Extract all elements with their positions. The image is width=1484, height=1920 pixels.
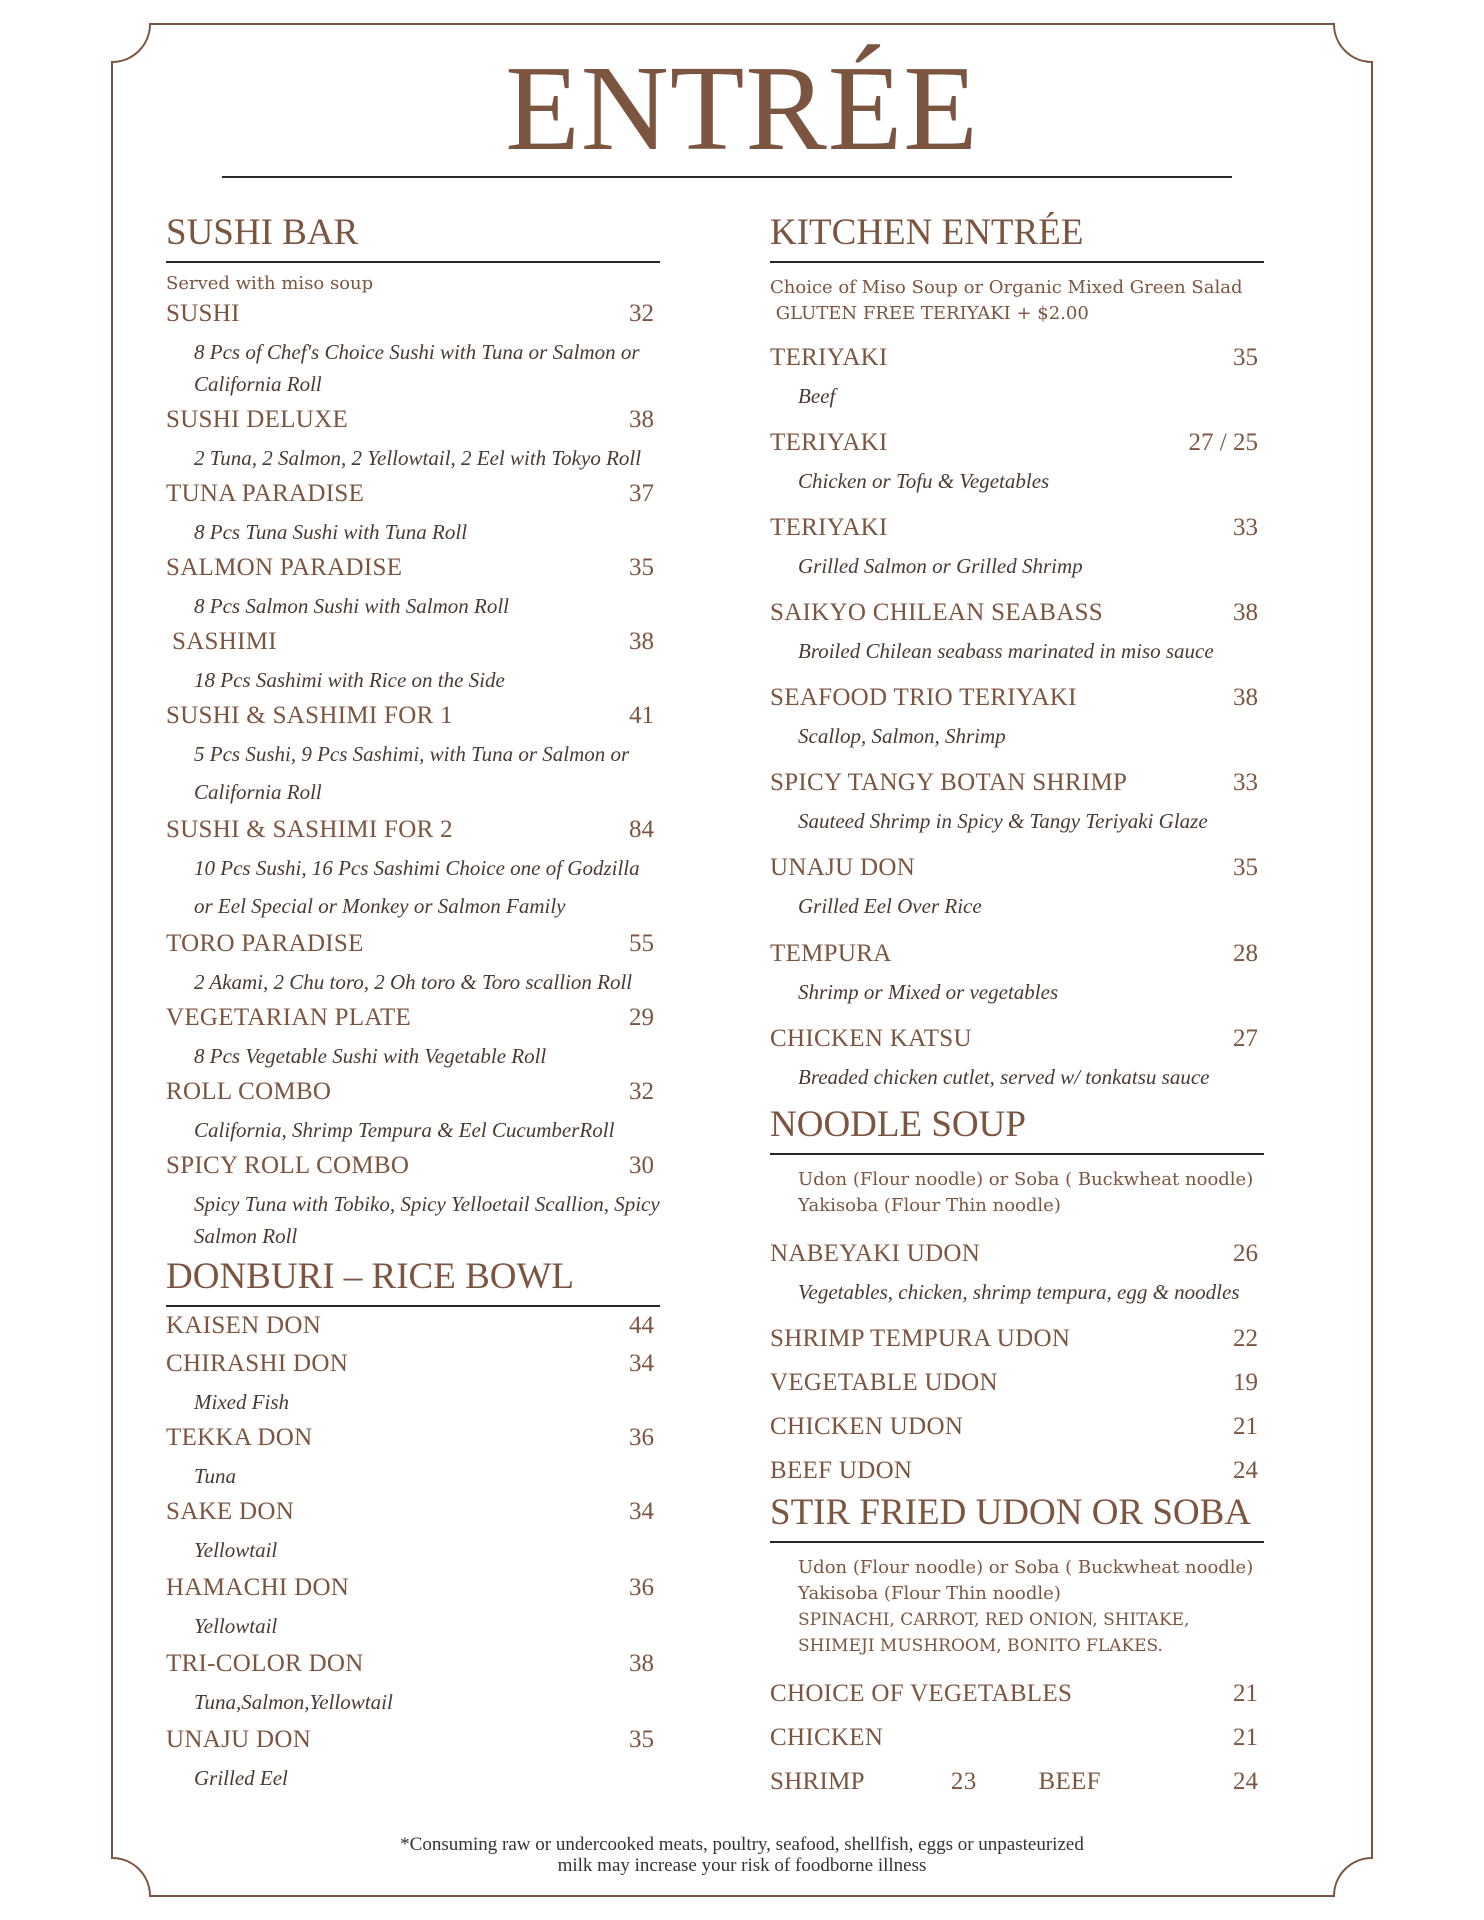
section-kitchen-entree xyxy=(770,214,1264,327)
item-name: CHIRASHI DON xyxy=(166,1350,349,1377)
item-price: 34 xyxy=(629,1350,654,1377)
item-description: 2 Tuna, 2 Salmon, 2 Yellowtail, 2 Eel with Tokyo Roll xyxy=(194,446,642,470)
item-price: 21 xyxy=(1233,1413,1258,1440)
menu-item-tri-color-don xyxy=(166,1650,660,1718)
item-price: 35 xyxy=(1233,344,1258,371)
section-note: Udon (Flour noodle) or Soba ( Buckwheat noodle) xyxy=(798,1169,1254,1190)
item-name: SAKE DON xyxy=(166,1498,295,1525)
menu-item-choice-of-vegetables xyxy=(770,1680,1264,1708)
title-divider xyxy=(222,176,1232,178)
item-description: Beef xyxy=(798,384,836,408)
item-description: 8 Pcs Tuna Sushi with Tuna Roll xyxy=(194,520,468,544)
item-name: SUSHI xyxy=(166,300,240,327)
item-description: Tuna,Salmon,Yellowtail xyxy=(194,1690,393,1714)
item-price: 22 xyxy=(1233,1325,1258,1352)
item-description: Scallop, Salmon, Shrimp xyxy=(798,724,1006,748)
item-price-shrimp: 23 xyxy=(950,1768,977,1795)
item-price: 32 xyxy=(629,300,654,327)
item-price: 35 xyxy=(629,1726,654,1753)
item-price: 21 xyxy=(1233,1724,1258,1751)
item-price: 38 xyxy=(629,1650,654,1677)
item-description: Yellowtail xyxy=(194,1538,278,1562)
item-description: 5 Pcs Sushi, 9 Pcs Sashimi, with Tuna or Salmon or xyxy=(194,742,630,766)
section-note-4: SHIMEJI MUSHROOM, BONITO FLAKES. xyxy=(798,1636,1163,1656)
menu-item-tempura xyxy=(770,940,1264,1008)
item-price: 24 xyxy=(1233,1457,1258,1484)
item-name: CHOICE OF VEGETABLES xyxy=(770,1680,1073,1707)
section-title: NOODLE SOUP xyxy=(770,1106,1264,1155)
section-title: STIR FRIED UDON OR SOBA xyxy=(770,1494,1264,1543)
item-description: Chicken or Tofu & Vegetables xyxy=(798,469,1050,493)
item-price: 33 xyxy=(1233,514,1258,541)
menu-item-shrimp-tempura-udon xyxy=(770,1325,1264,1353)
menu-item-beef-udon xyxy=(770,1457,1264,1485)
item-description: Grilled Salmon or Grilled Shrimp xyxy=(798,554,1083,578)
item-name: TERIYAKI xyxy=(770,344,888,371)
menu-item-tuna-paradise xyxy=(166,480,660,548)
section-note-3: SPINACHI, CARROT, RED ONION, SHITAKE, xyxy=(798,1610,1190,1630)
menu-item-spicy-roll-combo xyxy=(166,1152,660,1252)
section-note-2: Yakisoba (Flour Thin noodle) xyxy=(798,1583,1061,1604)
menu-item-kaisen-don xyxy=(166,1312,660,1340)
item-name: SAIKYO CHILEAN SEABASS xyxy=(770,599,1104,626)
menu-item-teriyaki-salmon xyxy=(770,514,1264,582)
item-name: TUNA PARADISE xyxy=(166,480,365,507)
item-name: SUSHI & SASHIMI FOR 1 xyxy=(166,702,453,729)
menu-item-sushi-deluxe xyxy=(166,406,660,474)
item-price: 44 xyxy=(629,1312,654,1339)
item-description: Mixed Fish xyxy=(194,1390,290,1414)
item-description: California, Shrimp Tempura & Eel CucumberRoll xyxy=(194,1118,615,1142)
item-name: SPICY TANGY BOTAN SHRIMP xyxy=(770,769,1128,796)
menu-item-shrimp-beef-pair xyxy=(770,1768,1264,1796)
item-price: 36 xyxy=(629,1424,654,1451)
menu-item-saikyo-seabass xyxy=(770,599,1264,667)
item-name: NABEYAKI UDON xyxy=(770,1240,981,1267)
menu-item-chicken-katsu xyxy=(770,1025,1264,1093)
item-description: 8 Pcs Salmon Sushi with Salmon Roll xyxy=(194,594,509,618)
item-price: 38 xyxy=(629,628,654,655)
item-description: Vegetables, chicken, shrimp tempura, egg & noodles xyxy=(798,1280,1240,1304)
item-price: 27 / 25 xyxy=(1188,429,1258,456)
item-price: 38 xyxy=(1233,684,1258,711)
page-title: ENTRÉE xyxy=(505,41,979,176)
item-price: 29 xyxy=(629,1004,654,1031)
item-price: 41 xyxy=(629,702,654,729)
item-description: 18 Pcs Sashimi with Rice on the Side xyxy=(194,668,505,692)
item-price: 21 xyxy=(1233,1680,1258,1707)
menu-item-sushi-sashimi-for-1 xyxy=(166,702,660,808)
item-name: BEEF UDON xyxy=(770,1457,913,1484)
item-name: SEAFOOD TRIO TERIYAKI xyxy=(770,684,1077,711)
item-price: 38 xyxy=(629,406,654,433)
section-note-2: Yakisoba (Flour Thin noodle) xyxy=(798,1195,1061,1216)
item-name: VEGETABLE UDON xyxy=(770,1369,998,1396)
allergy-disclaimer xyxy=(0,1834,1484,1876)
menu-item-vegetarian-plate xyxy=(166,1004,660,1072)
section-note: Udon (Flour noodle) or Soba ( Buckwheat noodle) xyxy=(798,1557,1254,1578)
item-description-2: Salmon Roll xyxy=(194,1224,298,1248)
item-price: 55 xyxy=(629,930,654,957)
menu-item-vegetable-udon xyxy=(770,1369,1264,1397)
item-price: 35 xyxy=(629,554,654,581)
item-price: 27 xyxy=(1233,1025,1258,1052)
section-title: SUSHI BAR xyxy=(166,214,660,263)
item-description: Spicy Tuna with Tobiko, Spicy Yelloetail Scallion, Spicy xyxy=(194,1192,660,1216)
item-price: 35 xyxy=(1233,854,1258,881)
section-note: Served with miso soup xyxy=(166,273,374,294)
item-description: 10 Pcs Sushi, 16 Pcs Sashimi Choice one of Godzilla xyxy=(194,856,640,880)
item-description: 2 Akami, 2 Chu toro, 2 Oh toro & Toro scallion Roll xyxy=(194,970,633,994)
item-description: Shrimp or Mixed or vegetables xyxy=(798,980,1059,1004)
item-price: 34 xyxy=(629,1498,654,1525)
menu-item-sushi xyxy=(166,300,660,400)
item-name: TERIYAKI xyxy=(770,429,888,456)
shrimp-entry xyxy=(770,1768,1101,1796)
item-description-2: California Roll xyxy=(194,780,322,804)
section-title: DONBURI – RICE BOWL xyxy=(166,1258,660,1307)
item-description: Tuna xyxy=(194,1464,237,1488)
item-price: 32 xyxy=(629,1078,654,1105)
item-name: HAMACHI DON xyxy=(166,1574,350,1601)
item-name: KAISEN DON xyxy=(166,1312,322,1339)
item-name: VEGETARIAN PLATE xyxy=(166,1004,412,1031)
item-price: 19 xyxy=(1233,1369,1258,1396)
section-donburi xyxy=(166,1258,660,1315)
item-name: UNAJU DON xyxy=(166,1726,312,1753)
item-price: 33 xyxy=(1233,769,1258,796)
item-name: SASHIMI xyxy=(172,628,277,655)
item-price: 30 xyxy=(629,1152,654,1179)
disclaimer-line-1: *Consuming raw or undercooked meats, poultry, seafood, shellfish, eggs or unpasteurized xyxy=(400,1834,1084,1855)
item-description: Sauteed Shrimp in Spicy & Tangy Teriyaki Glaze xyxy=(798,809,1208,833)
item-name: UNAJU DON xyxy=(770,854,916,881)
menu-item-hamachi-don xyxy=(166,1574,660,1642)
item-description: 8 Pcs of Chef's Choice Sushi with Tuna or Salmon or xyxy=(194,340,640,364)
item-price: 37 xyxy=(629,480,654,507)
section-noodle-soup xyxy=(770,1106,1264,1219)
menu-item-sake-don xyxy=(166,1498,660,1566)
item-name: TEKKA DON xyxy=(166,1424,313,1451)
item-name: TRI-COLOR DON xyxy=(166,1650,364,1677)
menu-item-chirashi-don xyxy=(166,1350,660,1418)
disclaimer-line-2: milk may increase your risk of foodborne illness xyxy=(557,1855,927,1876)
item-price: 28 xyxy=(1233,940,1258,967)
item-name: SHRIMP TEMPURA UDON xyxy=(770,1325,1071,1352)
menu-item-unaju-don-kitchen xyxy=(770,854,1264,922)
item-description: 8 Pcs Vegetable Sushi with Vegetable Roll xyxy=(194,1044,547,1068)
menu-item-nabeyaki-udon xyxy=(770,1240,1264,1308)
menu-item-chicken-udon xyxy=(770,1413,1264,1441)
item-price: 36 xyxy=(629,1574,654,1601)
item-price: 26 xyxy=(1233,1240,1258,1267)
item-name: CHICKEN xyxy=(770,1724,884,1751)
item-description: Grilled Eel xyxy=(194,1766,288,1790)
item-name: SPICY ROLL COMBO xyxy=(166,1152,410,1179)
item-price-beef: 24 xyxy=(1233,1768,1258,1795)
item-name: SUSHI DELUXE xyxy=(166,406,349,433)
item-name: SALMON PARADISE xyxy=(166,554,403,581)
item-name: TERIYAKI xyxy=(770,514,888,541)
item-name: TORO PARADISE xyxy=(166,930,364,957)
item-price: 38 xyxy=(1233,599,1258,626)
menu-item-roll-combo xyxy=(166,1078,660,1146)
item-name: SUSHI & SASHIMI FOR 2 xyxy=(166,816,453,843)
menu-item-toro-paradise xyxy=(166,930,660,998)
item-name: CHICKEN UDON xyxy=(770,1413,964,1440)
item-description: Broiled Chilean seabass marinated in miso sauce xyxy=(798,639,1214,663)
item-name: TEMPURA xyxy=(770,940,892,967)
menu-item-unaju-don xyxy=(166,1726,660,1794)
section-stir-fried xyxy=(770,1494,1264,1659)
menu-item-teriyaki-chicken xyxy=(770,429,1264,497)
item-description: Grilled Eel Over Rice xyxy=(798,894,982,918)
item-description: Yellowtail xyxy=(194,1614,278,1638)
item-description: Breaded chicken cutlet, served w/ tonkatsu sauce xyxy=(798,1065,1210,1089)
section-note: Choice of Miso Soup or Organic Mixed Green Salad xyxy=(770,277,1243,298)
item-name: CHICKEN KATSU xyxy=(770,1025,972,1052)
item-description-2: or Eel Special or Monkey or Salmon Family xyxy=(194,894,566,918)
item-name: ROLL COMBO xyxy=(166,1078,332,1105)
section-sushi-bar xyxy=(166,214,660,297)
menu-item-teriyaki-beef xyxy=(770,344,1264,412)
menu-item-sushi-sashimi-for-2 xyxy=(166,816,660,922)
item-name-beef: BEEF xyxy=(1038,1768,1101,1795)
menu-item-sashimi xyxy=(166,628,660,696)
menu-item-tekka-don xyxy=(166,1424,660,1492)
menu-item-salmon-paradise xyxy=(166,554,660,622)
menu-item-seafood-trio xyxy=(770,684,1264,752)
item-price: 84 xyxy=(629,816,654,843)
section-note-2: GLUTEN FREE TERIYAKI + $2.00 xyxy=(770,303,1089,324)
item-description-2: California Roll xyxy=(194,372,322,396)
menu-item-stir-fried-chicken xyxy=(770,1724,1264,1752)
section-title: KITCHEN ENTRÉE xyxy=(770,214,1264,263)
menu-item-spicy-tangy-shrimp xyxy=(770,769,1264,837)
item-name-shrimp: SHRIMP xyxy=(770,1768,865,1795)
